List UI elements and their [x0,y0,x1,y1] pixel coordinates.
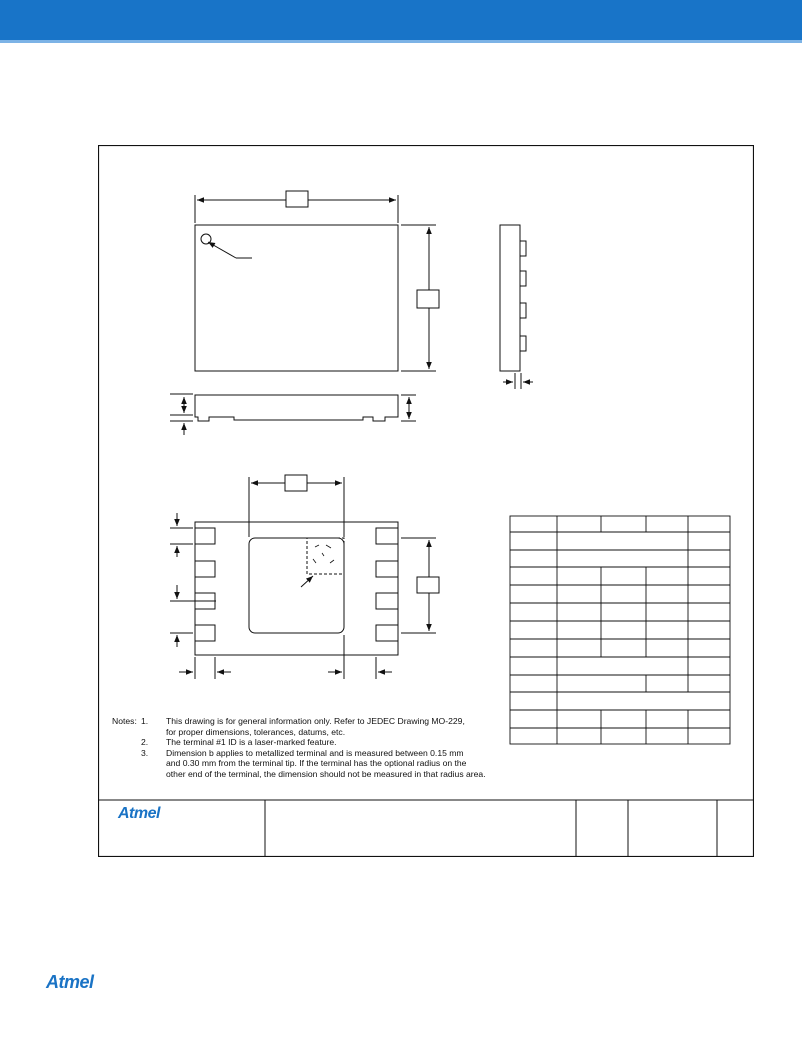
notes-lead: Notes: [112,716,137,726]
dim-box-e [417,290,439,308]
dim-box-d2 [285,475,307,491]
note-text: and 0.30 mm from the terminal tip. If the terminal has the optional radius on the [166,758,467,769]
title-block-logo: Atmel [118,805,160,822]
side-view [170,394,416,435]
footer-logo: Atmel [46,972,94,992]
note-number: 2. [141,737,149,748]
note-number: 3. [141,747,149,758]
note-number: 1. [141,716,149,726]
top-view [195,191,439,371]
bottom-view [170,475,439,679]
dim-box-d [286,191,308,207]
end-view-body [500,225,520,371]
header-bar [0,0,802,40]
note-text: Dimension b applies to metallized terminal and is measured between 0.15 mm [166,747,464,758]
note-2 [112,737,512,748]
note-3 [112,748,512,759]
pin1-id-area [307,538,344,574]
top-view-body [195,225,398,371]
note-text: The terminal #1 ID is a laser-marked feature. [166,737,337,748]
drawing-notes [112,716,512,780]
note-text: other end of the terminal, the dimension should not be measured in that radius area. [166,768,486,779]
side-view-body [195,395,398,421]
note-text: This drawing is for general information only. Refer to JEDEC Drawing MO-229, [166,716,465,726]
dim-box-e2 [417,577,439,593]
title-block [98,800,754,856]
exposed-pad [249,538,344,633]
header-rule [0,40,802,43]
note-1 [112,716,512,727]
dimension-table [510,516,730,744]
end-view [500,225,533,389]
note-text: for proper dimensions, tolerances, datums, etc. [166,726,346,737]
bottom-view-body [195,522,398,655]
